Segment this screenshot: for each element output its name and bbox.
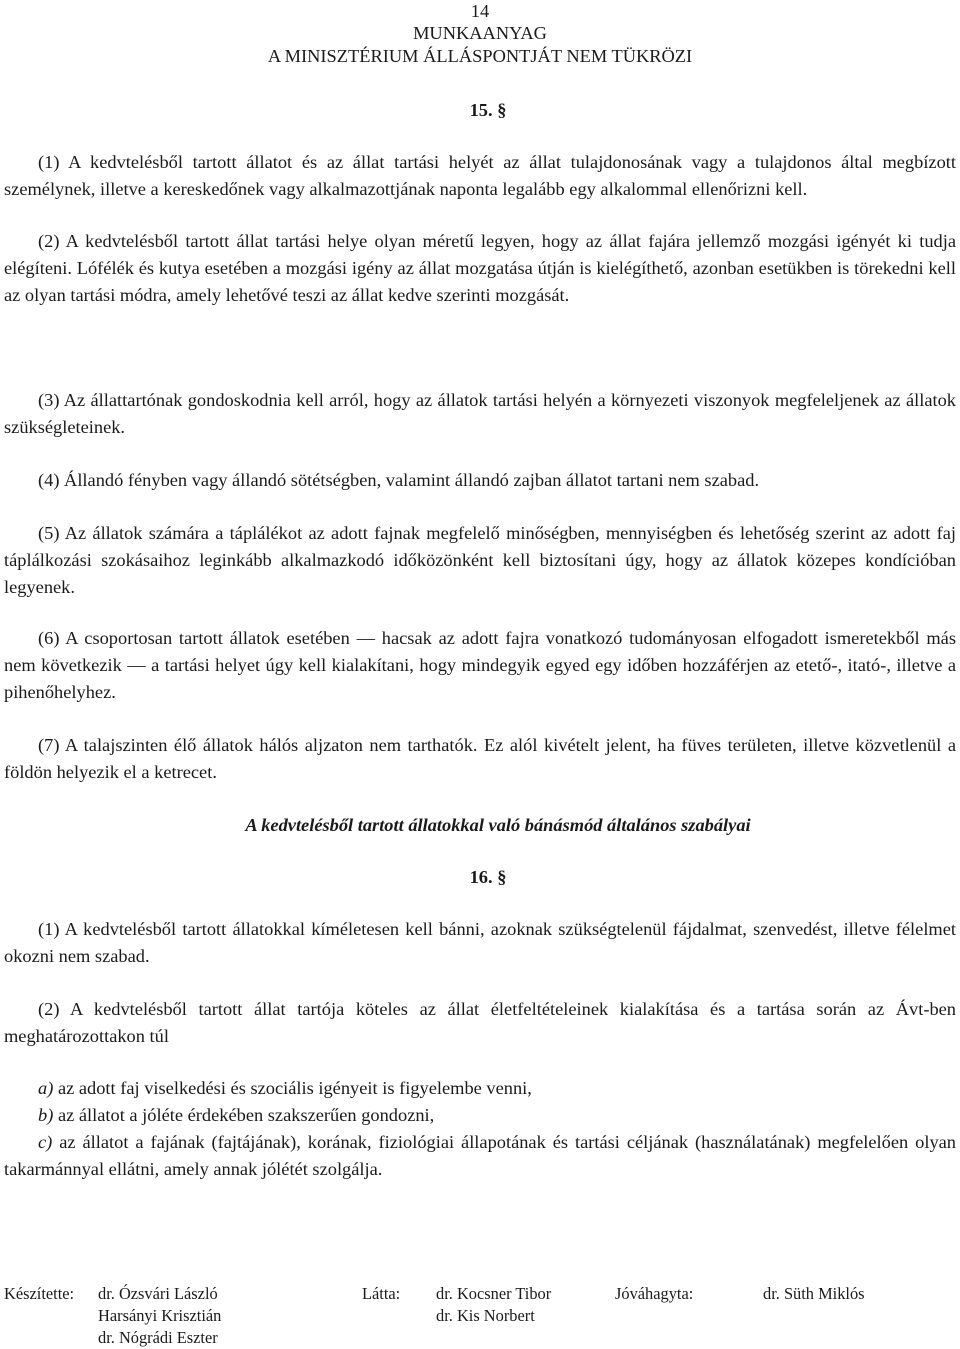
approved-by-names: [763, 1283, 865, 1305]
prepared-by-label: Készítette:: [4, 1284, 75, 1303]
list-item-text: az állatot a fajának (fajtájának), korának, fiziológiai állapotának és tartási céljának (használatának) megfelelően olyan takarmánnyal ellátni, amely annak jólétét szolgálja.: [4, 1132, 956, 1179]
list-item: [4, 1102, 956, 1129]
section-15-paragraph-5: (5) Az állatok számára a táplálékot az adott fajnak megfelelő minőségben, mennyiségben és lehetőség szerint az adott faj táplálkozási szokásaihoz leginkább alkalmazkodó időközönként kell biztosítani úgy, hogy az állatok közepes kondícióban legyenek.: [4, 523, 956, 597]
list-item-text: az adott faj viselkedési és szociális igényeit is figyelembe venni,: [57, 1078, 532, 1098]
watermark-line-2: A MINISZTÉRIUM ÁLLÁSPONTJÁT NEM TÜKRÖZI: [267, 46, 693, 66]
section-15-title: 15. §: [469, 100, 507, 120]
section-15-paragraph-3: (3) Az állattartónak gondoskodnia kell arról, hogy az állatok tartási helyén a környezeti viszonyok megfeleljenek az állatok szükségleteinek.: [4, 390, 956, 437]
section-16-paragraph-2: (2) A kedvtelésből tartott állat tartója köteles az állat életfeltételeinek kialakítása és a tartása során az Ávt-ben meghatározottakon túl: [4, 999, 956, 1046]
section-15-paragraph-2: (2) A kedvtelésből tartott állat tartási helye olyan méretű legyen, hogy az állat fajára jellemző mozgási igényét ki tudja elégíteni. Lófélék és kutya esetében a mozgási igény az állat mozgatása útján is kielégíthető, azonban esetükben is törekedni kell az olyan tartási módra, amely lehetővé teszi az állat kedve szerinti mozgását.: [4, 231, 956, 305]
section-15-paragraph-4: (4) Állandó fényben vagy állandó sötétségben, valamint állandó zajban állatot tartani nem szabad.: [38, 470, 760, 490]
section-15-paragraph-7: (7) A talajszinten élő állatok hálós aljzaton nem tarthatók. Ez alól kivételt jelent, ha füves területen, illetve közvetlenül a földön helyezik el a ketrecet.: [4, 735, 956, 782]
chapter-heading: A kedvtelésből tartott állatokkal való bánásmód általános szabályai: [245, 815, 751, 835]
list-item-text: az állatot a jóléte érdekében szakszerűen gondozni,: [57, 1105, 435, 1125]
list-item: [4, 1075, 956, 1102]
list-item: [4, 1129, 956, 1183]
obligations-list: [4, 1075, 956, 1183]
page-number: 14: [470, 1, 490, 21]
prepared-by-name: dr. Ózsvári László: [98, 1284, 218, 1303]
approved-by-name: dr. Süth Miklós: [763, 1284, 865, 1303]
prepared-by-names: [98, 1283, 221, 1349]
list-item-label: b): [38, 1105, 54, 1125]
prepared-by-name: dr. Nógrádi Eszter: [98, 1328, 218, 1347]
list-item-label: a): [38, 1078, 54, 1098]
seen-by-name: dr. Kis Norbert: [436, 1306, 535, 1325]
footer: [0, 1283, 960, 1349]
list-item-label: c): [38, 1132, 53, 1152]
section-16-title: 16. §: [469, 867, 507, 887]
section-16-paragraph-1: (1) A kedvtelésből tartott állatokkal kíméletesen kell bánni, azoknak szükségtelenül fájdalmat, szenvedést, illetve félelmet okozni nem szabad.: [4, 919, 956, 966]
section-15-paragraph-1: (1) A kedvtelésből tartott állatot és az állat tartási helyét az állat tulajdonosának vagy a tulajdonos által megbízott személynek, illetve a kereskedőnek vagy alkalmazottjának naponta legalább egy alkalommal ellenőrizni kell.: [4, 152, 956, 199]
seen-by-names: [436, 1283, 551, 1327]
section-15-paragraph-6: (6) A csoportosan tartott állatok esetében — hacsak az adott fajra vonatkozó tudományosan elfogadott ismeretekből más nem következik — a tartási helyet úgy kell kialakítani, hogy mindegyik egyed egy időben hozzáférjen az etető-, itató-, illetve a pihenőhelyhez.: [4, 628, 956, 702]
prepared-by-name: Harsányi Krisztián: [98, 1306, 222, 1325]
seen-by-label: Látta:: [362, 1284, 401, 1303]
approved-by-label: Jóváhagyta:: [615, 1284, 694, 1303]
watermark-line-1: MUNKAANYAG: [413, 23, 547, 43]
seen-by-name: dr. Kocsner Tibor: [436, 1284, 552, 1303]
